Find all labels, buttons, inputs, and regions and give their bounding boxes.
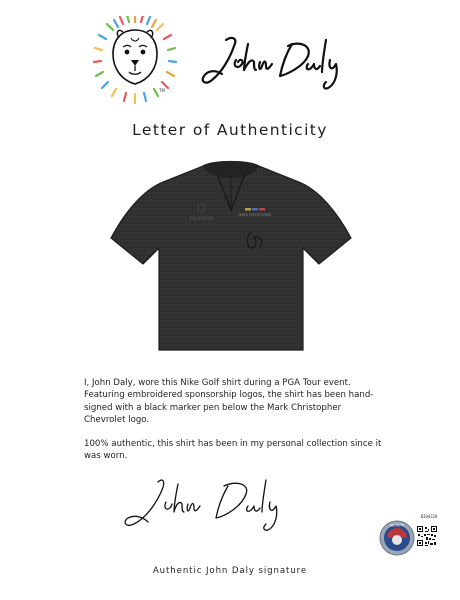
certificate-id: BJ04320 <box>420 514 438 519</box>
page-title: Letter of Authenticity <box>132 121 328 139</box>
statement-paragraph-1: I, John Daly, wore this Nike Golf shirt during a PGA Tour event. Featuring embroidered sponsorship logos, the shirt has been hand-signed with a black marker pen below the Mark Christopher Chevrolet logo. <box>84 378 374 425</box>
john-daly-signature-header <box>196 30 366 90</box>
black-golf-polo-shirt-image <box>105 152 357 354</box>
signature-caption: Authentic John Daly signature <box>152 566 308 576</box>
john-daly-signature <box>118 470 294 532</box>
statement-text <box>84 377 384 463</box>
qr-code-icon <box>416 525 438 547</box>
beckett-hologram-seal <box>379 520 415 556</box>
svg-text:SOUTHERN: SOUTHERN <box>189 216 213 221</box>
svg-text:BECKETT: BECKETT <box>389 523 405 528</box>
lion-face-icon <box>93 16 177 104</box>
svg-text:MARK CHRISTOPHER: MARK CHRISTOPHER <box>238 213 272 217</box>
statement-paragraph-2: 100% authentic, this shirt has been in my personal collection since it was worn. <box>84 439 382 462</box>
svg-text:TM: TM <box>159 88 165 93</box>
